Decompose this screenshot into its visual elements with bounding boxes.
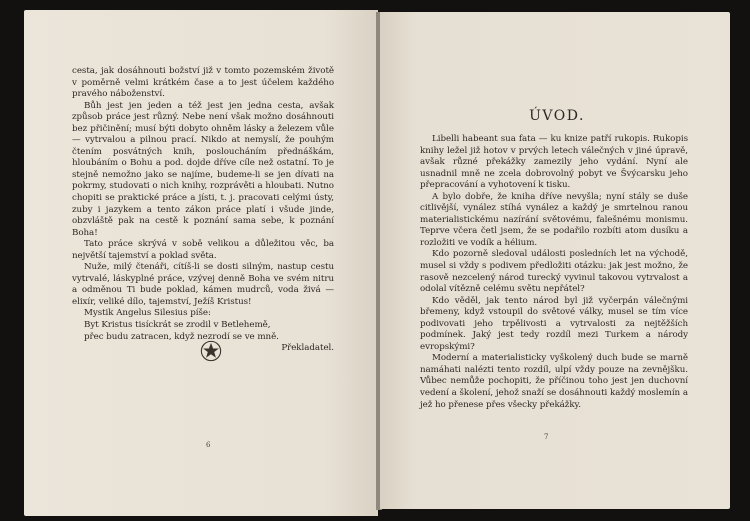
- page-number-right: 7: [544, 433, 549, 441]
- left-paragraph-5: Mystik Angelus Silesius píše:: [84, 308, 211, 319]
- left-paragraph-3: Tato práce skrývá v sobě velikou a důležitou věc, ba největší tajemství a poklad světa.: [72, 239, 334, 261]
- verse-line-1: Byt Kristus tisíckrát se zrodil v Betlehemě,: [84, 320, 271, 331]
- right-paragraph-2: A bylo dobře, že kniha dříve nevyšla; nyní stály se duše citlivější, vynález stíhá vynález a každý je smrtelnou ranou materialistickému nazírání světovému, falešnému monismu. Teprve včera četl jsem, že se podařilo rozbíti atom dusíku a rozložiti ve vodík a hélium.: [420, 191, 688, 248]
- right-paragraph-4: Kdo věděl, jak tento národ byl již vyčerpán válečnými břemeny, když vstoupil do světové války, musel se tím více podivovati jeho trpělivosti a vytrvalosti za nejtěžších podmínek. Jaký jest tedy rozdíl mezi Turkem a národy evropskými?: [420, 295, 688, 352]
- right-page: [380, 12, 730, 509]
- page-number-left: 6: [206, 441, 211, 449]
- signature: Překladatel.: [281, 343, 334, 354]
- right-page-text: [420, 134, 688, 411]
- left-page: [24, 10, 378, 516]
- left-paragraph-2: Bůh jest jen jeden a též jest jen jedna cesta, avšak způsob práce jest různý. Nebe není však možno dosáhnouti bez přičinění; musí býti dobyto ohněm lásky a železem vůle — vytrvalou a pilnou prací. Nikdo at nemyslí, že pouhým čtením posvátných knih, posloucháním přednáškám, hloubáním o Bohu a pod. dojde dříve cíle než ostatní. To je stejně nemožno jako se najíme, budeme-li se jen dívati na pokrmy, studovati o nich knihy, rozprávěti a hloubati. Nutno chopiti se praktické práce a jísti, t. j. pracovati celými ústy, zuby i jazykem a tento zákon práce platí i všude jinde, obzvláště pak na cestě k poznání sama sebe, k poznání Boha!: [72, 100, 334, 238]
- right-paragraph-5: Moderní a materialisticky vyškolený duch bude se marně namáhati nalézti tento rozdíl, ulpí vždy pouze na zevnějšku. Vůbec nemůže pochopiti, že příčinou toho jest jen duchovní vedení a školení, jehož snaží se dosáhnouti každý moslemín a jež ho přenese přes všecky překážky.: [420, 353, 688, 410]
- chapter-title: ÚVOD.: [529, 108, 585, 124]
- left-page-text: [72, 66, 334, 355]
- verse-line-2: přec budu zatracen, když nezrodí se ve mně.: [84, 331, 279, 342]
- left-paragraph-1: cesta, jak dosáhnouti božství již v tomto pozemském životě v poměrně velmi krátkém čase a to jest účelem každého pravého náboženství.: [72, 66, 334, 100]
- right-paragraph-3: Kdo pozorně sledoval události posledních let na východě, musel si vždy s podivem předložiti otázku: jak jest možno, že rasově nezcelený národ turecký vyvinul takovou vytrvalost a odolal vítězně celému světu nepřátel?: [420, 249, 688, 295]
- star-icon: [200, 340, 222, 362]
- right-paragraph-1: Libelli habeant sua fata — ku knize patří rukopis. Rukopis knihy ležel již hotov v prvých letech válečných v jiné úpravě, avšak různé překážky zamezily jeho vydání. Nyní ale usnadnil mně ne zcela dobrovolný pobyt ve Švýcarsku jeho přepracování a vyhotovení k tisku.: [420, 134, 688, 191]
- left-paragraph-4: Nuže, milý čtenáři, cítíš-li se dosti silným, nastup cestu vytrvalé, láskyplné práce, vzývej denně Boha ve svém nitru a odměnou Ti bude poklad, kámen mudrců, voda živá — elixír, veliké dílo, tajemství, Ježíš Kristus!: [72, 262, 334, 307]
